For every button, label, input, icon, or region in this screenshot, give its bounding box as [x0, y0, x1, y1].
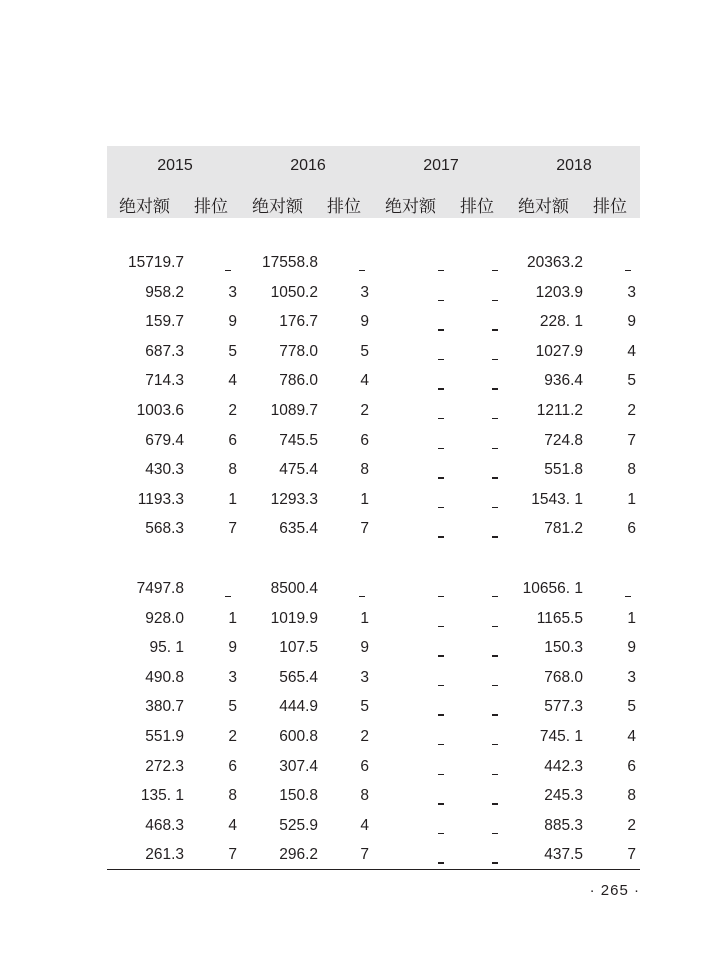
table-cell-rank: 4: [228, 372, 237, 390]
table-cell-rank: 8: [228, 461, 237, 479]
table-cell-rank: 2: [228, 728, 237, 745]
table-cell-rank: 5: [360, 342, 369, 360]
subheader-amount-2016: 绝对额: [252, 197, 303, 216]
table-cell-value: 20363.2: [526, 254, 583, 271]
table-cell-rank: 5: [360, 698, 369, 716]
table-cell-value: 1003.6: [136, 402, 184, 419]
table-cell-value: 1193.3: [137, 490, 184, 508]
table-cell-value: 176.7: [279, 313, 318, 331]
table-cell-dash: [359, 270, 365, 271]
table-cell-dash: [492, 477, 498, 478]
table-cell-rank: 7: [228, 846, 237, 864]
table-cell-rank: 1: [627, 490, 636, 508]
table-cell-rank: 9: [228, 639, 237, 657]
table-cell-dash: [359, 596, 365, 597]
table-cell-dash: [438, 448, 444, 449]
table-cell-value: 1293.3: [270, 490, 318, 508]
table-cell-dash: [438, 774, 444, 775]
table-cell-rank: 8: [627, 787, 636, 805]
table-bottom-rule: [107, 869, 640, 870]
table-cell-dash: [492, 359, 498, 360]
table-cell-rank: 2: [360, 728, 369, 745]
table-cell-value: 490.8: [145, 668, 184, 686]
table-cell-rank: 4: [360, 372, 369, 390]
table-cell-value: 261.3: [145, 846, 184, 864]
table-cell-dash: [625, 596, 631, 597]
table-cell-value: 442.3: [544, 757, 583, 775]
table-cell-value: 768.0: [544, 668, 583, 686]
table-cell-value: 437.5: [544, 846, 583, 864]
table-cell-value: 245.3: [544, 787, 583, 805]
table-cell-rank: 8: [360, 787, 369, 805]
table-cell-dash: [438, 685, 444, 686]
table-cell-rank: 6: [228, 431, 237, 449]
table-cell-dash: [438, 300, 444, 301]
table-cell-dash: [438, 359, 444, 360]
table-cell-rank: 2: [360, 402, 369, 419]
table-cell-rank: 8: [627, 461, 636, 479]
table-cell-rank: 2: [627, 402, 636, 419]
table-cell-value: 1203.9: [535, 283, 583, 301]
table-cell-rank: 5: [627, 372, 636, 390]
table-cell-rank: 2: [627, 816, 636, 834]
table-cell-value: 551.9: [145, 728, 184, 745]
table-cell-dash: [438, 833, 444, 834]
table-cell-dash: [492, 685, 498, 686]
subheader-rank-2018: 排位: [593, 197, 627, 216]
table-cell-rank: 9: [627, 639, 636, 657]
table-cell-rank: 5: [228, 342, 237, 360]
subheader-rank-2015: 排位: [194, 197, 228, 216]
table-cell-value: 928.0: [145, 609, 184, 627]
table-cell-rank: 2: [228, 402, 237, 419]
table-cell-value: 272.3: [145, 757, 184, 775]
table-cell-rank: 3: [228, 283, 237, 301]
table-cell-dash: [492, 803, 498, 804]
table-cell-value: 565.4: [279, 668, 318, 686]
table-cell-rank: 1: [627, 609, 636, 627]
table-cell-value: 1050.2: [270, 283, 318, 301]
table-cell-dash: [438, 596, 444, 597]
table-cell-dash: [492, 714, 498, 715]
table-cell-rank: 9: [627, 313, 636, 331]
table-cell-value: 7497.8: [136, 580, 184, 597]
table-cell-rank: 5: [627, 698, 636, 716]
table-cell-rank: 3: [627, 668, 636, 686]
table-cell-dash: [438, 714, 444, 715]
table-cell-value: 296.2: [279, 846, 318, 864]
table-cell-rank: 7: [228, 520, 237, 538]
table-cell-value: 135. 1: [140, 787, 184, 805]
table-cell-value: 95. 1: [149, 639, 184, 657]
year-header-2016: 2016: [290, 157, 326, 174]
table-cell-rank: 4: [360, 816, 369, 834]
table-cell-value: 1543. 1: [531, 490, 583, 508]
table-cell-dash: [492, 626, 498, 627]
table-cell-value: 778.0: [279, 342, 318, 360]
table-cell-rank: 8: [360, 461, 369, 479]
table-cell-dash: [492, 596, 498, 597]
table-cell-value: 885.3: [544, 816, 583, 834]
table-cell-value: 568.3: [145, 520, 184, 538]
table-cell-rank: 4: [627, 342, 636, 360]
table-cell-value: 17558.8: [261, 254, 318, 271]
table-cell-dash: [492, 388, 498, 389]
table-cell-dash: [492, 774, 498, 775]
table-cell-rank: 7: [360, 846, 369, 864]
table-cell-rank: 7: [627, 431, 636, 449]
table-cell-rank: 1: [228, 490, 237, 508]
table-cell-value: 380.7: [145, 698, 184, 716]
table-cell-rank: 4: [228, 816, 237, 834]
table-cell-dash: [492, 655, 498, 656]
table-cell-value: 600.8: [279, 728, 318, 745]
table-cell-value: 635.4: [279, 520, 318, 538]
table-cell-value: 714.3: [145, 372, 184, 390]
table-cell-dash: [438, 803, 444, 804]
table-cell-dash: [492, 329, 498, 330]
table-cell-value: 1089.7: [270, 402, 318, 419]
table-cell-rank: 9: [228, 313, 237, 331]
table-cell-value: 786.0: [279, 372, 318, 390]
table-cell-value: 1165.5: [536, 609, 583, 627]
table-cell-dash: [438, 655, 444, 656]
table-cell-rank: 7: [360, 520, 369, 538]
table-cell-value: 228. 1: [539, 313, 583, 331]
table-cell-rank: 3: [228, 668, 237, 686]
table-cell-value: 745. 1: [539, 728, 583, 745]
table-cell-dash: [492, 744, 498, 745]
subheader-amount-2018: 绝对额: [518, 197, 569, 216]
table-cell-value: 745.5: [279, 431, 318, 449]
table-cell-rank: 6: [360, 757, 369, 775]
subheader-rank-2016: 排位: [327, 197, 361, 216]
table-cell-value: 475.4: [279, 461, 318, 479]
table-cell-value: 430.3: [145, 461, 184, 479]
table-cell-value: 687.3: [145, 342, 184, 360]
table-cell-dash: [438, 626, 444, 627]
table-cell-value: 525.9: [279, 816, 318, 834]
table-cell-value: 781.2: [544, 520, 583, 538]
table-cell-dash: [492, 507, 498, 508]
table-cell-rank: 5: [228, 698, 237, 716]
table-cell-rank: 3: [360, 668, 369, 686]
table-cell-dash: [438, 418, 444, 419]
table-cell-rank: 7: [627, 846, 636, 864]
table-cell-dash: [492, 448, 498, 449]
table-cell-value: 150.3: [544, 639, 583, 657]
table-cell-value: 551.8: [544, 461, 583, 479]
table-cell-value: 468.3: [145, 816, 184, 834]
table-cell-value: 1211.2: [536, 402, 583, 419]
table-cell-value: 8500.4: [270, 580, 318, 597]
table-cell-dash: [438, 536, 444, 537]
table-cell-dash: [225, 596, 231, 597]
table-cell-value: 15719.7: [127, 254, 184, 271]
subheader-amount-2017: 绝对额: [385, 197, 436, 216]
table-cell-dash: [225, 270, 231, 271]
table-cell-value: 1019.9: [270, 609, 318, 627]
table-cell-rank: 6: [627, 757, 636, 775]
table-cell-value: 724.8: [544, 431, 583, 449]
table-cell-dash: [438, 388, 444, 389]
table-cell-value: 150.8: [279, 787, 318, 805]
table-cell-rank: 1: [360, 609, 369, 627]
table-cell-dash: [492, 270, 498, 271]
table-cell-dash: [438, 477, 444, 478]
table-cell-dash: [438, 329, 444, 330]
table-cell-rank: 9: [360, 639, 369, 657]
table-cell-rank: 4: [627, 728, 636, 745]
table-cell-value: 10656. 1: [522, 580, 583, 597]
table-cell-rank: 8: [228, 787, 237, 805]
table-cell-dash: [492, 300, 498, 301]
year-header-2017: 2017: [423, 157, 459, 174]
table-cell-value: 107.5: [279, 639, 318, 657]
table-cell-dash: [492, 418, 498, 419]
table-cell-dash: [492, 833, 498, 834]
table-cell-rank: 6: [627, 520, 636, 538]
table-cell-dash: [438, 507, 444, 508]
table-cell-value: 577.3: [544, 698, 583, 716]
table-cell-rank: 3: [360, 283, 369, 301]
table-cell-rank: 6: [228, 757, 237, 775]
table-cell-rank: 3: [627, 283, 636, 301]
table-cell-value: 958.2: [145, 283, 184, 301]
subheader-amount-2015: 绝对额: [119, 197, 170, 216]
table-cell-rank: 1: [360, 490, 369, 508]
table-cell-value: 444.9: [279, 698, 318, 716]
table-cell-dash: [492, 536, 498, 537]
table-cell-dash: [438, 744, 444, 745]
year-header-2015: 2015: [157, 157, 193, 174]
table-cell-value: 307.4: [279, 757, 318, 775]
page-number: · 265 ·: [589, 882, 640, 899]
table-cell-rank: 1: [228, 609, 237, 627]
table-cell-rank: 6: [360, 431, 369, 449]
table-cell-rank: 9: [360, 313, 369, 331]
year-header-2018: 2018: [556, 157, 592, 174]
table-cell-value: 159.7: [145, 313, 184, 331]
subheader-rank-2017: 排位: [460, 197, 494, 216]
table-cell-dash: [438, 862, 444, 863]
table-cell-dash: [625, 270, 631, 271]
table-cell-dash: [438, 270, 444, 271]
table-cell-value: 936.4: [544, 372, 583, 390]
table-cell-value: 679.4: [145, 431, 184, 449]
table-cell-value: 1027.9: [535, 342, 583, 360]
table-cell-dash: [492, 862, 498, 863]
